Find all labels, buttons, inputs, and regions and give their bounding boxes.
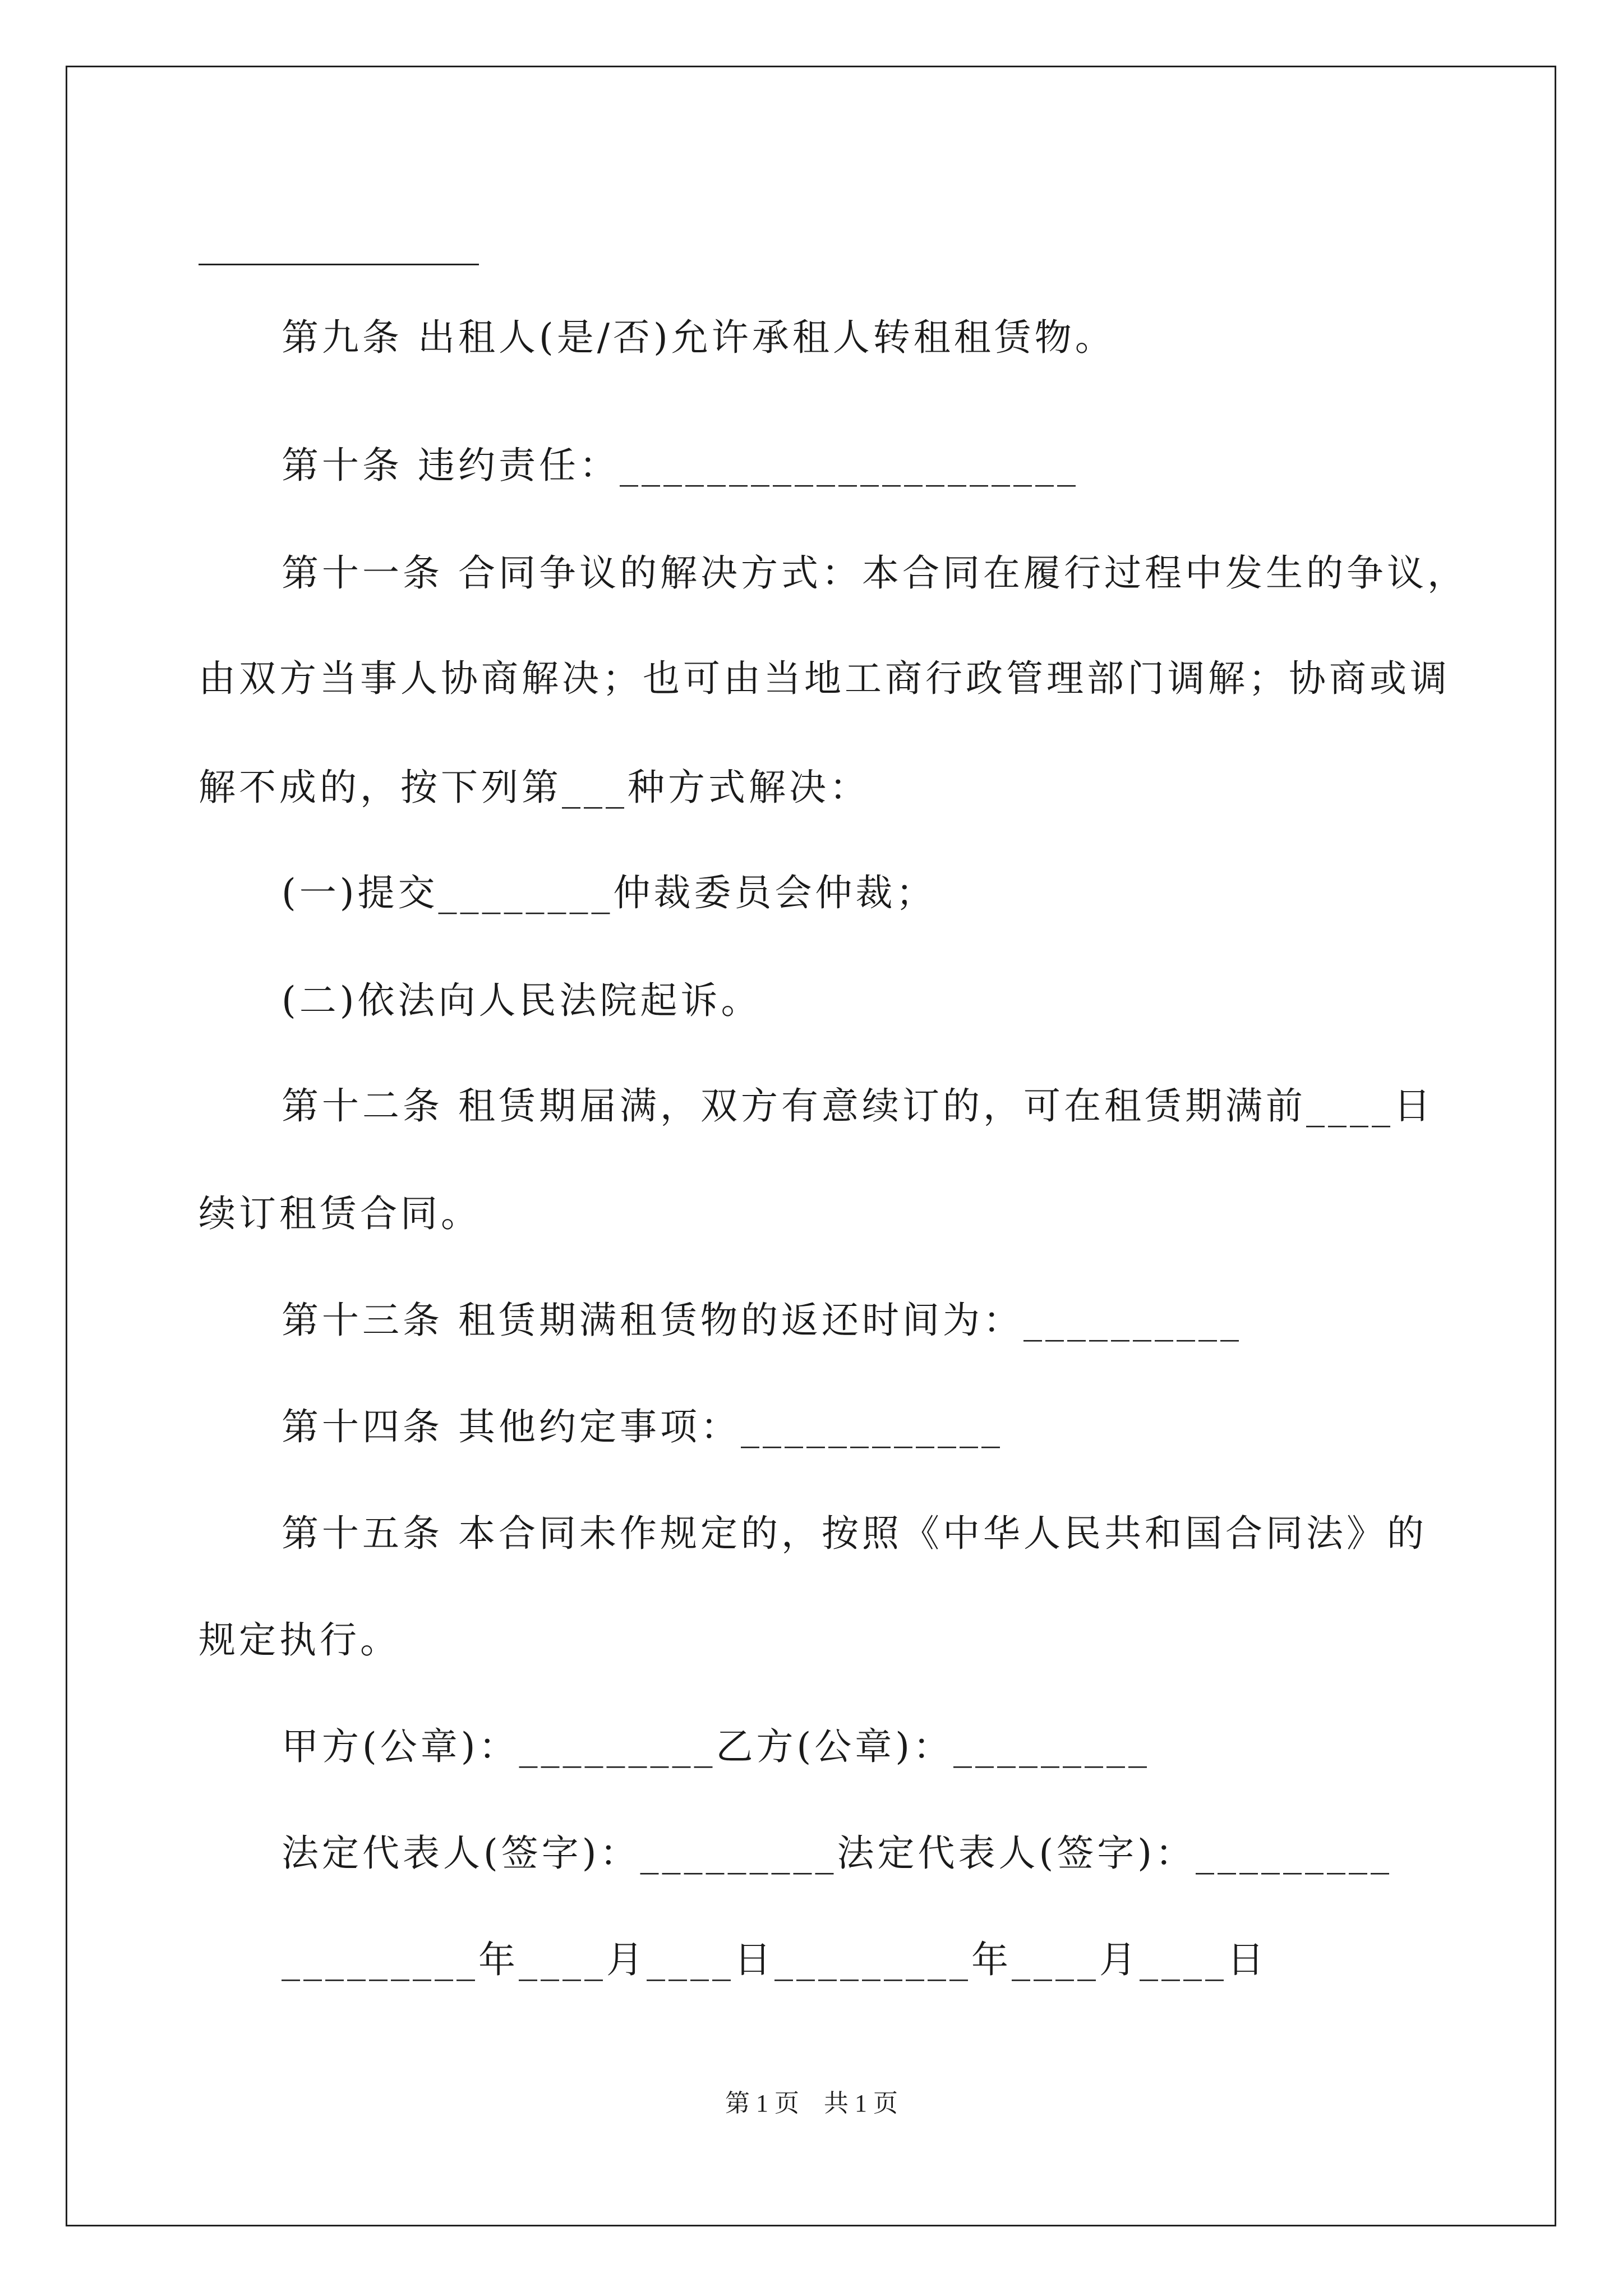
article-12-line-2: 续订租赁合同。	[199, 1192, 481, 1235]
article-13: 第十三条 租赁期满租赁物的返还时间为：__________	[282, 1299, 1242, 1342]
signature-line: 法定代表人(签字)：_________法定代表人(签字)：_________	[282, 1832, 1393, 1875]
article-11-line-1: 第十一条 合同争议的解决方式：本合同在履行过程中发生的争议，	[282, 551, 1468, 595]
page-border	[66, 66, 1556, 2226]
article-9: 第九条 出租人(是/否)允许承租人转租租赁物。	[282, 316, 1115, 359]
article-12-line-1: 第十二条 租赁期届满，双方有意续订的，可在租赁期满前____日	[282, 1084, 1434, 1128]
page-number: 第 1 页 共 1 页	[725, 2090, 898, 2117]
article-15-line-2: 规定执行。	[199, 1618, 400, 1662]
article-11-line-3: 解不成的，按下列第___种方式解决：	[199, 766, 870, 809]
article-11-option-1: (一)提交________仲裁委员会仲裁；	[282, 871, 937, 914]
article-10: 第十条 违约责任：_____________________	[282, 444, 1079, 487]
article-11-option-2: (二)依法向人民法院起诉。	[282, 979, 762, 1022]
seal-line: 甲方(公章)：_________乙方(公章)：_________	[282, 1725, 1150, 1768]
blank-underline	[199, 264, 479, 265]
article-11-line-2: 由双方当事人协商解决；也可由当地工商行政管理部门调解；协商或调	[199, 657, 1450, 700]
article-14: 第十四条 其他约定事项：____________	[282, 1405, 1003, 1448]
article-15-line-1: 第十五条 本合同未作规定的，按照《中华人民共和国合同法》的	[282, 1512, 1427, 1555]
date-line: _________年____月____日_________年____月____日	[282, 1938, 1267, 1981]
